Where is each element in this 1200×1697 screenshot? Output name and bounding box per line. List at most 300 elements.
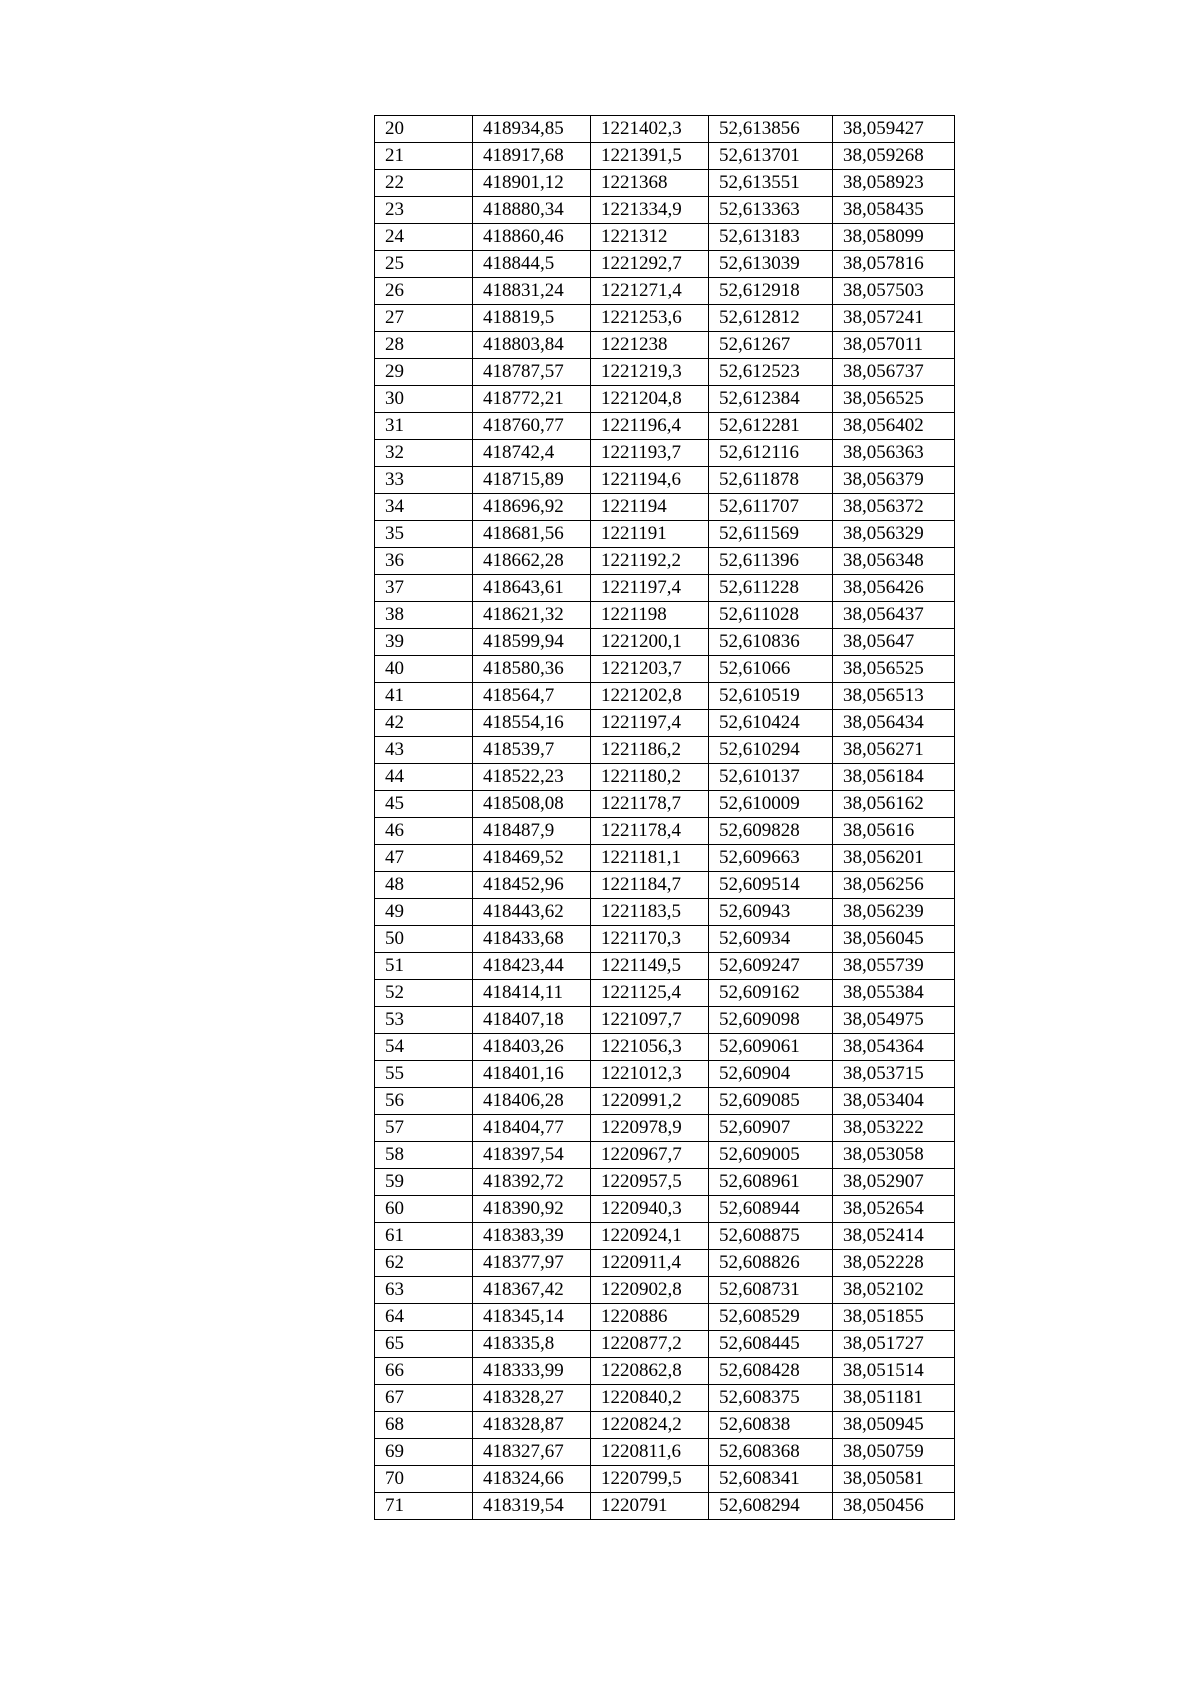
- point-number-cell: 35: [375, 521, 473, 548]
- table-row: [375, 737, 955, 764]
- table-row: [375, 980, 955, 1007]
- latitude-cell: 52,611028: [709, 602, 833, 629]
- table-row: [375, 1466, 955, 1493]
- latitude-cell: 52,611396: [709, 548, 833, 575]
- latitude-cell: 52,609828: [709, 818, 833, 845]
- y-coordinate-cell: 1220957,5: [591, 1169, 709, 1196]
- point-number-cell: 43: [375, 737, 473, 764]
- point-number-cell: 69: [375, 1439, 473, 1466]
- point-number-cell: 51: [375, 953, 473, 980]
- y-coordinate-cell: 1221271,4: [591, 278, 709, 305]
- y-coordinate-cell: 1221197,4: [591, 575, 709, 602]
- point-number-cell: 45: [375, 791, 473, 818]
- x-coordinate-cell: 418901,12: [473, 170, 591, 197]
- x-coordinate-cell: 418917,68: [473, 143, 591, 170]
- latitude-cell: 52,609162: [709, 980, 833, 1007]
- point-number-cell: 63: [375, 1277, 473, 1304]
- point-number-cell: 24: [375, 224, 473, 251]
- longitude-cell: 38,05647: [833, 629, 955, 656]
- y-coordinate-cell: 1221180,2: [591, 764, 709, 791]
- latitude-cell: 52,613039: [709, 251, 833, 278]
- point-number-cell: 68: [375, 1412, 473, 1439]
- x-coordinate-cell: 418469,52: [473, 845, 591, 872]
- table-row: [375, 467, 955, 494]
- latitude-cell: 52,609514: [709, 872, 833, 899]
- longitude-cell: 38,055739: [833, 953, 955, 980]
- x-coordinate-cell: 418772,21: [473, 386, 591, 413]
- point-number-cell: 62: [375, 1250, 473, 1277]
- x-coordinate-cell: 418404,77: [473, 1115, 591, 1142]
- y-coordinate-cell: 1220862,8: [591, 1358, 709, 1385]
- longitude-cell: 38,053222: [833, 1115, 955, 1142]
- y-coordinate-cell: 1221204,8: [591, 386, 709, 413]
- point-number-cell: 65: [375, 1331, 473, 1358]
- latitude-cell: 52,610137: [709, 764, 833, 791]
- point-number-cell: 53: [375, 1007, 473, 1034]
- x-coordinate-cell: 418487,9: [473, 818, 591, 845]
- table-row: [375, 926, 955, 953]
- table-row: [375, 521, 955, 548]
- latitude-cell: 52,612281: [709, 413, 833, 440]
- x-coordinate-cell: 418407,18: [473, 1007, 591, 1034]
- longitude-cell: 38,053404: [833, 1088, 955, 1115]
- latitude-cell: 52,608341: [709, 1466, 833, 1493]
- y-coordinate-cell: 1221219,3: [591, 359, 709, 386]
- point-number-cell: 60: [375, 1196, 473, 1223]
- latitude-cell: 52,612812: [709, 305, 833, 332]
- table-row: [375, 197, 955, 224]
- longitude-cell: 38,056162: [833, 791, 955, 818]
- latitude-cell: 52,613363: [709, 197, 833, 224]
- x-coordinate-cell: 418403,26: [473, 1034, 591, 1061]
- x-coordinate-cell: 418423,44: [473, 953, 591, 980]
- longitude-cell: 38,052228: [833, 1250, 955, 1277]
- table-row: [375, 602, 955, 629]
- latitude-cell: 52,608961: [709, 1169, 833, 1196]
- x-coordinate-cell: 418383,39: [473, 1223, 591, 1250]
- latitude-cell: 52,612918: [709, 278, 833, 305]
- latitude-cell: 52,611569: [709, 521, 833, 548]
- y-coordinate-cell: 1221012,3: [591, 1061, 709, 1088]
- longitude-cell: 38,056525: [833, 386, 955, 413]
- x-coordinate-cell: 418787,57: [473, 359, 591, 386]
- table-row: [375, 386, 955, 413]
- point-number-cell: 25: [375, 251, 473, 278]
- longitude-cell: 38,052654: [833, 1196, 955, 1223]
- table-row: [375, 224, 955, 251]
- x-coordinate-cell: 418406,28: [473, 1088, 591, 1115]
- latitude-cell: 52,60943: [709, 899, 833, 926]
- table-row: [375, 791, 955, 818]
- longitude-cell: 38,052102: [833, 1277, 955, 1304]
- y-coordinate-cell: 1221149,5: [591, 953, 709, 980]
- point-number-cell: 21: [375, 143, 473, 170]
- table-row: [375, 1304, 955, 1331]
- point-number-cell: 57: [375, 1115, 473, 1142]
- y-coordinate-cell: 1221292,7: [591, 251, 709, 278]
- point-number-cell: 50: [375, 926, 473, 953]
- y-coordinate-cell: 1221312: [591, 224, 709, 251]
- y-coordinate-cell: 1221178,4: [591, 818, 709, 845]
- table-row: [375, 1385, 955, 1412]
- x-coordinate-cell: 418880,34: [473, 197, 591, 224]
- y-coordinate-cell: 1220902,8: [591, 1277, 709, 1304]
- longitude-cell: 38,059427: [833, 116, 955, 143]
- longitude-cell: 38,050759: [833, 1439, 955, 1466]
- latitude-cell: 52,610424: [709, 710, 833, 737]
- y-coordinate-cell: 1221200,1: [591, 629, 709, 656]
- x-coordinate-cell: 418522,23: [473, 764, 591, 791]
- longitude-cell: 38,059268: [833, 143, 955, 170]
- longitude-cell: 38,051181: [833, 1385, 955, 1412]
- longitude-cell: 38,053058: [833, 1142, 955, 1169]
- y-coordinate-cell: 1221191: [591, 521, 709, 548]
- longitude-cell: 38,056239: [833, 899, 955, 926]
- table-row: [375, 1169, 955, 1196]
- y-coordinate-cell: 1220967,7: [591, 1142, 709, 1169]
- x-coordinate-cell: 418539,7: [473, 737, 591, 764]
- latitude-cell: 52,611228: [709, 575, 833, 602]
- table-row: [375, 251, 955, 278]
- y-coordinate-cell: 1220940,3: [591, 1196, 709, 1223]
- longitude-cell: 38,056372: [833, 494, 955, 521]
- longitude-cell: 38,05616: [833, 818, 955, 845]
- y-coordinate-cell: 1220791: [591, 1493, 709, 1520]
- longitude-cell: 38,050581: [833, 1466, 955, 1493]
- latitude-cell: 52,60907: [709, 1115, 833, 1142]
- longitude-cell: 38,057241: [833, 305, 955, 332]
- x-coordinate-cell: 418643,61: [473, 575, 591, 602]
- table-row: [375, 1439, 955, 1466]
- x-coordinate-cell: 418803,84: [473, 332, 591, 359]
- latitude-cell: 52,61267: [709, 332, 833, 359]
- longitude-cell: 38,057503: [833, 278, 955, 305]
- x-coordinate-cell: 418328,87: [473, 1412, 591, 1439]
- table-row: [375, 1331, 955, 1358]
- x-coordinate-cell: 418392,72: [473, 1169, 591, 1196]
- latitude-cell: 52,608944: [709, 1196, 833, 1223]
- latitude-cell: 52,608375: [709, 1385, 833, 1412]
- table-row: [375, 1277, 955, 1304]
- latitude-cell: 52,610009: [709, 791, 833, 818]
- y-coordinate-cell: 1220911,4: [591, 1250, 709, 1277]
- point-number-cell: 44: [375, 764, 473, 791]
- y-coordinate-cell: 1221198: [591, 602, 709, 629]
- coordinates-table-body: [375, 116, 955, 1520]
- coordinates-table: [374, 115, 955, 1520]
- point-number-cell: 47: [375, 845, 473, 872]
- y-coordinate-cell: 1221402,3: [591, 116, 709, 143]
- latitude-cell: 52,609085: [709, 1088, 833, 1115]
- point-number-cell: 29: [375, 359, 473, 386]
- longitude-cell: 38,056363: [833, 440, 955, 467]
- x-coordinate-cell: 418508,08: [473, 791, 591, 818]
- y-coordinate-cell: 1220811,6: [591, 1439, 709, 1466]
- x-coordinate-cell: 418335,8: [473, 1331, 591, 1358]
- x-coordinate-cell: 418599,94: [473, 629, 591, 656]
- longitude-cell: 38,050945: [833, 1412, 955, 1439]
- x-coordinate-cell: 418433,68: [473, 926, 591, 953]
- point-number-cell: 38: [375, 602, 473, 629]
- y-coordinate-cell: 1221193,7: [591, 440, 709, 467]
- y-coordinate-cell: 1220840,2: [591, 1385, 709, 1412]
- point-number-cell: 27: [375, 305, 473, 332]
- table-row: [375, 494, 955, 521]
- longitude-cell: 38,056437: [833, 602, 955, 629]
- point-number-cell: 54: [375, 1034, 473, 1061]
- x-coordinate-cell: 418452,96: [473, 872, 591, 899]
- latitude-cell: 52,608875: [709, 1223, 833, 1250]
- latitude-cell: 52,608368: [709, 1439, 833, 1466]
- table-row: [375, 1142, 955, 1169]
- table-row: [375, 1115, 955, 1142]
- x-coordinate-cell: 418367,42: [473, 1277, 591, 1304]
- point-number-cell: 34: [375, 494, 473, 521]
- longitude-cell: 38,051727: [833, 1331, 955, 1358]
- latitude-cell: 52,608294: [709, 1493, 833, 1520]
- latitude-cell: 52,609663: [709, 845, 833, 872]
- x-coordinate-cell: 418390,92: [473, 1196, 591, 1223]
- y-coordinate-cell: 1221184,7: [591, 872, 709, 899]
- table-row: [375, 872, 955, 899]
- latitude-cell: 52,613701: [709, 143, 833, 170]
- latitude-cell: 52,608445: [709, 1331, 833, 1358]
- longitude-cell: 38,056426: [833, 575, 955, 602]
- point-number-cell: 26: [375, 278, 473, 305]
- y-coordinate-cell: 1221183,5: [591, 899, 709, 926]
- table-row: [375, 440, 955, 467]
- longitude-cell: 38,056201: [833, 845, 955, 872]
- point-number-cell: 40: [375, 656, 473, 683]
- point-number-cell: 58: [375, 1142, 473, 1169]
- point-number-cell: 70: [375, 1466, 473, 1493]
- latitude-cell: 52,608428: [709, 1358, 833, 1385]
- y-coordinate-cell: 1221196,4: [591, 413, 709, 440]
- point-number-cell: 22: [375, 170, 473, 197]
- longitude-cell: 38,056271: [833, 737, 955, 764]
- x-coordinate-cell: 418345,14: [473, 1304, 591, 1331]
- latitude-cell: 52,608529: [709, 1304, 833, 1331]
- latitude-cell: 52,610836: [709, 629, 833, 656]
- longitude-cell: 38,056329: [833, 521, 955, 548]
- y-coordinate-cell: 1221125,4: [591, 980, 709, 1007]
- y-coordinate-cell: 1221238: [591, 332, 709, 359]
- x-coordinate-cell: 418328,27: [473, 1385, 591, 1412]
- table-row: [375, 1250, 955, 1277]
- x-coordinate-cell: 418621,32: [473, 602, 591, 629]
- y-coordinate-cell: 1221368: [591, 170, 709, 197]
- longitude-cell: 38,056513: [833, 683, 955, 710]
- point-number-cell: 37: [375, 575, 473, 602]
- table-row: [375, 1007, 955, 1034]
- longitude-cell: 38,058435: [833, 197, 955, 224]
- x-coordinate-cell: 418831,24: [473, 278, 591, 305]
- longitude-cell: 38,052907: [833, 1169, 955, 1196]
- latitude-cell: 52,612384: [709, 386, 833, 413]
- table-row: [375, 143, 955, 170]
- point-number-cell: 32: [375, 440, 473, 467]
- longitude-cell: 38,056045: [833, 926, 955, 953]
- x-coordinate-cell: 418554,16: [473, 710, 591, 737]
- x-coordinate-cell: 418696,92: [473, 494, 591, 521]
- point-number-cell: 30: [375, 386, 473, 413]
- x-coordinate-cell: 418580,36: [473, 656, 591, 683]
- longitude-cell: 38,054975: [833, 1007, 955, 1034]
- table-row: [375, 1412, 955, 1439]
- latitude-cell: 52,60934: [709, 926, 833, 953]
- table-row: [375, 1061, 955, 1088]
- y-coordinate-cell: 1220877,2: [591, 1331, 709, 1358]
- longitude-cell: 38,051514: [833, 1358, 955, 1385]
- x-coordinate-cell: 418681,56: [473, 521, 591, 548]
- latitude-cell: 52,612523: [709, 359, 833, 386]
- y-coordinate-cell: 1221097,7: [591, 1007, 709, 1034]
- y-coordinate-cell: 1221391,5: [591, 143, 709, 170]
- longitude-cell: 38,056737: [833, 359, 955, 386]
- y-coordinate-cell: 1220799,5: [591, 1466, 709, 1493]
- y-coordinate-cell: 1221194: [591, 494, 709, 521]
- table-row: [375, 1196, 955, 1223]
- table-row: [375, 116, 955, 143]
- latitude-cell: 52,608826: [709, 1250, 833, 1277]
- y-coordinate-cell: 1221170,3: [591, 926, 709, 953]
- y-coordinate-cell: 1221192,2: [591, 548, 709, 575]
- x-coordinate-cell: 418860,46: [473, 224, 591, 251]
- longitude-cell: 38,056348: [833, 548, 955, 575]
- y-coordinate-cell: 1221056,3: [591, 1034, 709, 1061]
- table-row: [375, 899, 955, 926]
- longitude-cell: 38,058099: [833, 224, 955, 251]
- latitude-cell: 52,61066: [709, 656, 833, 683]
- longitude-cell: 38,050456: [833, 1493, 955, 1520]
- table-row: [375, 1358, 955, 1385]
- latitude-cell: 52,613856: [709, 116, 833, 143]
- table-row: [375, 332, 955, 359]
- y-coordinate-cell: 1221197,4: [591, 710, 709, 737]
- longitude-cell: 38,057011: [833, 332, 955, 359]
- longitude-cell: 38,058923: [833, 170, 955, 197]
- longitude-cell: 38,057816: [833, 251, 955, 278]
- point-number-cell: 48: [375, 872, 473, 899]
- latitude-cell: 52,60904: [709, 1061, 833, 1088]
- y-coordinate-cell: 1221181,1: [591, 845, 709, 872]
- point-number-cell: 46: [375, 818, 473, 845]
- table-row: [375, 1493, 955, 1520]
- point-number-cell: 33: [375, 467, 473, 494]
- table-row: [375, 845, 955, 872]
- table-row: [375, 305, 955, 332]
- longitude-cell: 38,052414: [833, 1223, 955, 1250]
- y-coordinate-cell: 1220991,2: [591, 1088, 709, 1115]
- x-coordinate-cell: 418443,62: [473, 899, 591, 926]
- x-coordinate-cell: 418397,54: [473, 1142, 591, 1169]
- table-row: [375, 278, 955, 305]
- y-coordinate-cell: 1220924,1: [591, 1223, 709, 1250]
- table-row: [375, 1088, 955, 1115]
- table-row: [375, 818, 955, 845]
- latitude-cell: 52,613183: [709, 224, 833, 251]
- table-row: [375, 170, 955, 197]
- x-coordinate-cell: 418327,67: [473, 1439, 591, 1466]
- x-coordinate-cell: 418742,4: [473, 440, 591, 467]
- y-coordinate-cell: 1221202,8: [591, 683, 709, 710]
- x-coordinate-cell: 418377,97: [473, 1250, 591, 1277]
- longitude-cell: 38,054364: [833, 1034, 955, 1061]
- y-coordinate-cell: 1221178,7: [591, 791, 709, 818]
- point-number-cell: 31: [375, 413, 473, 440]
- point-number-cell: 64: [375, 1304, 473, 1331]
- table-row: [375, 656, 955, 683]
- x-coordinate-cell: 418662,28: [473, 548, 591, 575]
- y-coordinate-cell: 1221194,6: [591, 467, 709, 494]
- table-row: [375, 548, 955, 575]
- x-coordinate-cell: 418819,5: [473, 305, 591, 332]
- latitude-cell: 52,60838: [709, 1412, 833, 1439]
- table-row: [375, 575, 955, 602]
- y-coordinate-cell: 1221334,9: [591, 197, 709, 224]
- table-row: [375, 953, 955, 980]
- y-coordinate-cell: 1220978,9: [591, 1115, 709, 1142]
- latitude-cell: 52,609098: [709, 1007, 833, 1034]
- point-number-cell: 36: [375, 548, 473, 575]
- y-coordinate-cell: 1221203,7: [591, 656, 709, 683]
- longitude-cell: 38,056379: [833, 467, 955, 494]
- x-coordinate-cell: 418401,16: [473, 1061, 591, 1088]
- longitude-cell: 38,056256: [833, 872, 955, 899]
- longitude-cell: 38,056184: [833, 764, 955, 791]
- point-number-cell: 67: [375, 1385, 473, 1412]
- y-coordinate-cell: 1220886: [591, 1304, 709, 1331]
- point-number-cell: 28: [375, 332, 473, 359]
- point-number-cell: 49: [375, 899, 473, 926]
- latitude-cell: 52,609061: [709, 1034, 833, 1061]
- x-coordinate-cell: 418324,66: [473, 1466, 591, 1493]
- y-coordinate-cell: 1221186,2: [591, 737, 709, 764]
- latitude-cell: 52,609247: [709, 953, 833, 980]
- x-coordinate-cell: 418319,54: [473, 1493, 591, 1520]
- x-coordinate-cell: 418934,85: [473, 116, 591, 143]
- x-coordinate-cell: 418414,11: [473, 980, 591, 1007]
- point-number-cell: 39: [375, 629, 473, 656]
- table-row: [375, 359, 955, 386]
- x-coordinate-cell: 418564,7: [473, 683, 591, 710]
- x-coordinate-cell: 418844,5: [473, 251, 591, 278]
- latitude-cell: 52,613551: [709, 170, 833, 197]
- table-row: [375, 1223, 955, 1250]
- point-number-cell: 56: [375, 1088, 473, 1115]
- longitude-cell: 38,053715: [833, 1061, 955, 1088]
- x-coordinate-cell: 418333,99: [473, 1358, 591, 1385]
- longitude-cell: 38,055384: [833, 980, 955, 1007]
- x-coordinate-cell: 418715,89: [473, 467, 591, 494]
- table-row: [375, 764, 955, 791]
- point-number-cell: 55: [375, 1061, 473, 1088]
- table-row: [375, 1034, 955, 1061]
- table-row: [375, 629, 955, 656]
- latitude-cell: 52,610294: [709, 737, 833, 764]
- point-number-cell: 42: [375, 710, 473, 737]
- point-number-cell: 66: [375, 1358, 473, 1385]
- latitude-cell: 52,608731: [709, 1277, 833, 1304]
- y-coordinate-cell: 1220824,2: [591, 1412, 709, 1439]
- point-number-cell: 59: [375, 1169, 473, 1196]
- table-row: [375, 683, 955, 710]
- point-number-cell: 23: [375, 197, 473, 224]
- longitude-cell: 38,056402: [833, 413, 955, 440]
- latitude-cell: 52,610519: [709, 683, 833, 710]
- point-number-cell: 52: [375, 980, 473, 1007]
- longitude-cell: 38,056434: [833, 710, 955, 737]
